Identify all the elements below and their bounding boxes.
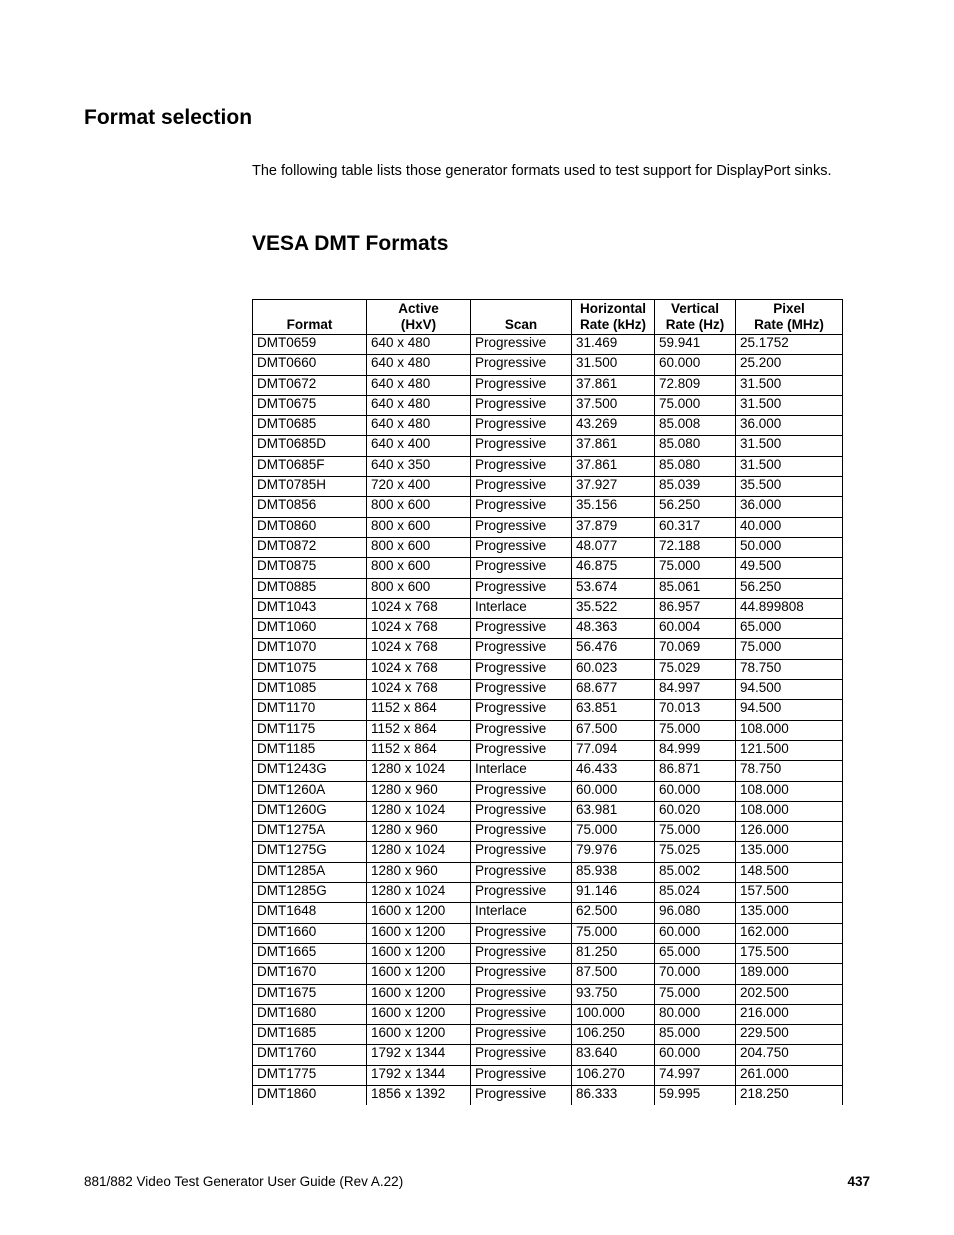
active-cell: 1600 x 1200 (367, 1004, 471, 1024)
table-row (253, 923, 843, 943)
active-cell: 1280 x 1024 (367, 842, 471, 862)
scan-cell: Progressive (471, 456, 572, 476)
pixel-rate-cell: 261.000 (736, 1065, 843, 1085)
vertical-rate-cell: 75.000 (655, 558, 736, 578)
column-header-active: Active (HxV) (367, 300, 471, 335)
table-row (253, 598, 843, 618)
horizontal-rate-cell: 56.476 (572, 639, 655, 659)
vertical-rate-cell: 84.997 (655, 680, 736, 700)
table-row (253, 558, 843, 578)
scan-cell: Progressive (471, 1025, 572, 1045)
vertical-rate-cell: 60.000 (655, 1045, 736, 1065)
horizontal-rate-cell: 53.674 (572, 578, 655, 598)
horizontal-rate-cell: 31.469 (572, 335, 655, 355)
scan-cell: Progressive (471, 1065, 572, 1085)
scan-cell: Progressive (471, 436, 572, 456)
vertical-rate-cell: 86.957 (655, 598, 736, 618)
horizontal-rate-cell: 83.640 (572, 1045, 655, 1065)
active-cell: 1280 x 1024 (367, 801, 471, 821)
table-row (253, 1065, 843, 1085)
format-cell: DMT0872 (253, 537, 367, 557)
vertical-rate-cell: 85.000 (655, 1025, 736, 1045)
table-row (253, 619, 843, 639)
scan-cell: Progressive (471, 416, 572, 436)
horizontal-rate-cell: 31.500 (572, 355, 655, 375)
scan-cell: Progressive (471, 375, 572, 395)
vertical-rate-cell: 56.250 (655, 497, 736, 517)
scan-cell: Progressive (471, 862, 572, 882)
active-cell: 1152 x 864 (367, 720, 471, 740)
vertical-rate-cell: 59.995 (655, 1085, 736, 1105)
format-cell: DMT0659 (253, 335, 367, 355)
horizontal-rate-cell: 67.500 (572, 720, 655, 740)
horizontal-rate-cell: 106.250 (572, 1025, 655, 1045)
active-cell: 1600 x 1200 (367, 964, 471, 984)
pixel-rate-cell: 50.000 (736, 537, 843, 557)
table-title: VESA DMT Formats (252, 232, 449, 255)
format-cell: DMT0885 (253, 578, 367, 598)
pixel-rate-cell: 94.500 (736, 680, 843, 700)
format-cell: DMT1660 (253, 923, 367, 943)
active-cell: 640 x 480 (367, 375, 471, 395)
scan-cell: Progressive (471, 1085, 572, 1105)
pixel-rate-cell: 78.750 (736, 659, 843, 679)
column-header-horizontal-rate: Horizontal Rate (kHz) (572, 300, 655, 335)
pixel-rate-cell: 44.899808 (736, 598, 843, 618)
table-row (253, 659, 843, 679)
vertical-rate-cell: 75.000 (655, 984, 736, 1004)
pixel-rate-cell: 229.500 (736, 1025, 843, 1045)
horizontal-rate-cell: 81.250 (572, 943, 655, 963)
pixel-rate-cell: 108.000 (736, 720, 843, 740)
active-cell: 640 x 480 (367, 395, 471, 415)
active-cell: 1600 x 1200 (367, 923, 471, 943)
table-row (253, 862, 843, 882)
horizontal-rate-cell: 87.500 (572, 964, 655, 984)
pixel-rate-cell: 31.500 (736, 456, 843, 476)
format-cell: DMT0856 (253, 497, 367, 517)
pixel-rate-cell: 108.000 (736, 781, 843, 801)
table-row (253, 1085, 843, 1105)
vertical-rate-cell: 60.000 (655, 355, 736, 375)
horizontal-rate-cell: 37.500 (572, 395, 655, 415)
format-cell: DMT1665 (253, 943, 367, 963)
horizontal-rate-cell: 106.270 (572, 1065, 655, 1085)
pixel-rate-cell: 135.000 (736, 842, 843, 862)
vertical-rate-cell: 74.997 (655, 1065, 736, 1085)
vertical-rate-cell: 72.809 (655, 375, 736, 395)
column-header-vertical-rate: Vertical Rate (Hz) (655, 300, 736, 335)
vertical-rate-cell: 75.000 (655, 720, 736, 740)
vertical-rate-cell: 70.069 (655, 639, 736, 659)
pixel-rate-cell: 31.500 (736, 395, 843, 415)
table-body (253, 335, 843, 1106)
format-cell: DMT1670 (253, 964, 367, 984)
section-heading: Format selection (84, 106, 253, 129)
horizontal-rate-cell: 93.750 (572, 984, 655, 1004)
footer-document-title: 881/882 Video Test Generator User Guide (Rev A.22) (84, 1174, 404, 1189)
pixel-rate-cell: 135.000 (736, 903, 843, 923)
active-cell: 1280 x 960 (367, 781, 471, 801)
scan-cell: Progressive (471, 822, 572, 842)
format-cell: DMT1285A (253, 862, 367, 882)
active-cell: 1024 x 768 (367, 639, 471, 659)
pixel-rate-cell: 35.500 (736, 477, 843, 497)
active-cell: 1280 x 1024 (367, 883, 471, 903)
pixel-rate-cell: 31.500 (736, 436, 843, 456)
pixel-rate-cell: 126.000 (736, 822, 843, 842)
format-cell: DMT1185 (253, 740, 367, 760)
vertical-rate-cell: 60.004 (655, 619, 736, 639)
vertical-rate-cell: 80.000 (655, 1004, 736, 1024)
column-header-scan: Scan (471, 300, 572, 335)
table-row (253, 1025, 843, 1045)
active-cell: 1024 x 768 (367, 598, 471, 618)
scan-cell: Progressive (471, 1004, 572, 1024)
scan-cell: Progressive (471, 395, 572, 415)
vertical-rate-cell: 96.080 (655, 903, 736, 923)
horizontal-rate-cell: 60.000 (572, 781, 655, 801)
vertical-rate-cell: 60.317 (655, 517, 736, 537)
pixel-rate-cell: 157.500 (736, 883, 843, 903)
vesa-dmt-formats-table (252, 299, 843, 1105)
vertical-rate-cell: 85.002 (655, 862, 736, 882)
horizontal-rate-cell: 37.861 (572, 456, 655, 476)
vertical-rate-cell: 85.080 (655, 436, 736, 456)
table-row (253, 680, 843, 700)
active-cell: 640 x 400 (367, 436, 471, 456)
table-row (253, 416, 843, 436)
format-cell: DMT0860 (253, 517, 367, 537)
format-cell: DMT1275G (253, 842, 367, 862)
vertical-rate-cell: 60.000 (655, 781, 736, 801)
scan-cell: Progressive (471, 1045, 572, 1065)
table-row (253, 984, 843, 1004)
table-row (253, 497, 843, 517)
scan-cell: Progressive (471, 943, 572, 963)
vertical-rate-cell: 86.871 (655, 761, 736, 781)
pixel-rate-cell: 31.500 (736, 375, 843, 395)
vertical-rate-cell: 59.941 (655, 335, 736, 355)
active-cell: 800 x 600 (367, 497, 471, 517)
pixel-rate-cell: 189.000 (736, 964, 843, 984)
vertical-rate-cell: 60.000 (655, 923, 736, 943)
format-cell: DMT1075 (253, 659, 367, 679)
scan-cell: Progressive (471, 335, 572, 355)
vertical-rate-cell: 75.000 (655, 395, 736, 415)
active-cell: 640 x 480 (367, 335, 471, 355)
vertical-rate-cell: 70.000 (655, 964, 736, 984)
scan-cell: Progressive (471, 497, 572, 517)
table-row (253, 355, 843, 375)
horizontal-rate-cell: 62.500 (572, 903, 655, 923)
horizontal-rate-cell: 43.269 (572, 416, 655, 436)
pixel-rate-cell: 65.000 (736, 619, 843, 639)
table-row (253, 781, 843, 801)
horizontal-rate-cell: 37.879 (572, 517, 655, 537)
table-row (253, 456, 843, 476)
horizontal-rate-cell: 86.333 (572, 1085, 655, 1105)
scan-cell: Progressive (471, 720, 572, 740)
active-cell: 1600 x 1200 (367, 1025, 471, 1045)
table-row (253, 578, 843, 598)
format-cell: DMT0672 (253, 375, 367, 395)
format-cell: DMT1260G (253, 801, 367, 821)
active-cell: 800 x 600 (367, 517, 471, 537)
table-row (253, 639, 843, 659)
horizontal-rate-cell: 46.433 (572, 761, 655, 781)
active-cell: 1024 x 768 (367, 680, 471, 700)
vertical-rate-cell: 85.008 (655, 416, 736, 436)
format-cell: DMT0660 (253, 355, 367, 375)
scan-cell: Progressive (471, 578, 572, 598)
pixel-rate-cell: 49.500 (736, 558, 843, 578)
active-cell: 1280 x 1024 (367, 761, 471, 781)
format-cell: DMT1070 (253, 639, 367, 659)
pixel-rate-cell: 175.500 (736, 943, 843, 963)
format-cell: DMT1243G (253, 761, 367, 781)
pixel-rate-cell: 94.500 (736, 700, 843, 720)
scan-cell: Progressive (471, 984, 572, 1004)
table-row (253, 477, 843, 497)
horizontal-rate-cell: 75.000 (572, 923, 655, 943)
pixel-rate-cell: 25.200 (736, 355, 843, 375)
pixel-rate-cell: 25.1752 (736, 335, 843, 355)
vertical-rate-cell: 85.061 (655, 578, 736, 598)
format-cell: DMT0875 (253, 558, 367, 578)
scan-cell: Progressive (471, 355, 572, 375)
format-cell: DMT1285G (253, 883, 367, 903)
pixel-rate-cell: 56.250 (736, 578, 843, 598)
format-cell: DMT1680 (253, 1004, 367, 1024)
table-row (253, 375, 843, 395)
horizontal-rate-cell: 35.156 (572, 497, 655, 517)
format-cell: DMT0685F (253, 456, 367, 476)
table-row (253, 700, 843, 720)
scan-cell: Interlace (471, 903, 572, 923)
pixel-rate-cell: 78.750 (736, 761, 843, 781)
horizontal-rate-cell: 37.861 (572, 375, 655, 395)
scan-cell: Progressive (471, 659, 572, 679)
active-cell: 1152 x 864 (367, 700, 471, 720)
pixel-rate-cell: 36.000 (736, 416, 843, 436)
active-cell: 800 x 600 (367, 537, 471, 557)
column-header-format: Format (253, 300, 367, 335)
vertical-rate-cell: 72.188 (655, 537, 736, 557)
format-cell: DMT1060 (253, 619, 367, 639)
horizontal-rate-cell: 35.522 (572, 598, 655, 618)
format-cell: DMT1860 (253, 1085, 367, 1105)
active-cell: 1280 x 960 (367, 822, 471, 842)
vertical-rate-cell: 65.000 (655, 943, 736, 963)
pixel-rate-cell: 216.000 (736, 1004, 843, 1024)
active-cell: 640 x 480 (367, 355, 471, 375)
format-cell: DMT1170 (253, 700, 367, 720)
table-row (253, 943, 843, 963)
format-cell: DMT0685D (253, 436, 367, 456)
format-cell: DMT1175 (253, 720, 367, 740)
table-row (253, 1004, 843, 1024)
table-row (253, 335, 843, 355)
horizontal-rate-cell: 48.077 (572, 537, 655, 557)
format-cell: DMT1648 (253, 903, 367, 923)
scan-cell: Progressive (471, 801, 572, 821)
intro-paragraph: The following table lists those generator formats used to test support for DisplayPort sinks. (252, 163, 832, 179)
format-cell: DMT1775 (253, 1065, 367, 1085)
active-cell: 720 x 400 (367, 477, 471, 497)
table-row (253, 436, 843, 456)
active-cell: 1600 x 1200 (367, 903, 471, 923)
scan-cell: Progressive (471, 537, 572, 557)
scan-cell: Progressive (471, 740, 572, 760)
table-row (253, 822, 843, 842)
scan-cell: Progressive (471, 842, 572, 862)
table-header-row (253, 300, 843, 335)
horizontal-rate-cell: 46.875 (572, 558, 655, 578)
vertical-rate-cell: 70.013 (655, 700, 736, 720)
format-cell: DMT1260A (253, 781, 367, 801)
active-cell: 1600 x 1200 (367, 943, 471, 963)
horizontal-rate-cell: 48.363 (572, 619, 655, 639)
table-row (253, 395, 843, 415)
active-cell: 800 x 600 (367, 578, 471, 598)
pixel-rate-cell: 121.500 (736, 740, 843, 760)
active-cell: 1600 x 1200 (367, 984, 471, 1004)
horizontal-rate-cell: 100.000 (572, 1004, 655, 1024)
table-row (253, 517, 843, 537)
table-row (253, 1045, 843, 1065)
format-cell: DMT0785H (253, 477, 367, 497)
horizontal-rate-cell: 63.981 (572, 801, 655, 821)
format-cell: DMT1685 (253, 1025, 367, 1045)
column-header-pixel-rate: Pixel Rate (MHz) (736, 300, 843, 335)
pixel-rate-cell: 162.000 (736, 923, 843, 943)
active-cell: 1280 x 960 (367, 862, 471, 882)
pixel-rate-cell: 202.500 (736, 984, 843, 1004)
horizontal-rate-cell: 63.851 (572, 700, 655, 720)
vertical-rate-cell: 60.020 (655, 801, 736, 821)
scan-cell: Progressive (471, 619, 572, 639)
table-row (253, 537, 843, 557)
active-cell: 1856 x 1392 (367, 1085, 471, 1105)
pixel-rate-cell: 204.750 (736, 1045, 843, 1065)
scan-cell: Progressive (471, 700, 572, 720)
horizontal-rate-cell: 68.677 (572, 680, 655, 700)
scan-cell: Progressive (471, 781, 572, 801)
pixel-rate-cell: 218.250 (736, 1085, 843, 1105)
horizontal-rate-cell: 85.938 (572, 862, 655, 882)
table-row (253, 964, 843, 984)
page-number: 437 (847, 1174, 870, 1189)
scan-cell: Interlace (471, 761, 572, 781)
active-cell: 640 x 480 (367, 416, 471, 436)
scan-cell: Progressive (471, 639, 572, 659)
pixel-rate-cell: 40.000 (736, 517, 843, 537)
vertical-rate-cell: 85.039 (655, 477, 736, 497)
pixel-rate-cell: 108.000 (736, 801, 843, 821)
format-cell: DMT1043 (253, 598, 367, 618)
active-cell: 1792 x 1344 (367, 1065, 471, 1085)
pixel-rate-cell: 75.000 (736, 639, 843, 659)
active-cell: 640 x 350 (367, 456, 471, 476)
horizontal-rate-cell: 37.861 (572, 436, 655, 456)
active-cell: 1024 x 768 (367, 659, 471, 679)
horizontal-rate-cell: 60.023 (572, 659, 655, 679)
horizontal-rate-cell: 37.927 (572, 477, 655, 497)
pixel-rate-cell: 148.500 (736, 862, 843, 882)
scan-cell: Progressive (471, 680, 572, 700)
vertical-rate-cell: 85.024 (655, 883, 736, 903)
pixel-rate-cell: 36.000 (736, 497, 843, 517)
table-row (253, 801, 843, 821)
table-row (253, 903, 843, 923)
vertical-rate-cell: 75.000 (655, 822, 736, 842)
scan-cell: Progressive (471, 558, 572, 578)
scan-cell: Progressive (471, 477, 572, 497)
horizontal-rate-cell: 77.094 (572, 740, 655, 760)
format-cell: DMT0685 (253, 416, 367, 436)
format-cell: DMT1675 (253, 984, 367, 1004)
table-row (253, 761, 843, 781)
format-cell: DMT1275A (253, 822, 367, 842)
horizontal-rate-cell: 79.976 (572, 842, 655, 862)
vertical-rate-cell: 84.999 (655, 740, 736, 760)
scan-cell: Progressive (471, 964, 572, 984)
table-row (253, 740, 843, 760)
scan-cell: Progressive (471, 883, 572, 903)
format-cell: DMT0675 (253, 395, 367, 415)
format-cell: DMT1085 (253, 680, 367, 700)
format-cell: DMT1760 (253, 1045, 367, 1065)
active-cell: 800 x 600 (367, 558, 471, 578)
scan-cell: Progressive (471, 517, 572, 537)
scan-cell: Interlace (471, 598, 572, 618)
table-row (253, 883, 843, 903)
horizontal-rate-cell: 75.000 (572, 822, 655, 842)
table-row (253, 842, 843, 862)
vertical-rate-cell: 75.025 (655, 842, 736, 862)
horizontal-rate-cell: 91.146 (572, 883, 655, 903)
active-cell: 1152 x 864 (367, 740, 471, 760)
table-row (253, 720, 843, 740)
active-cell: 1792 x 1344 (367, 1045, 471, 1065)
vertical-rate-cell: 75.029 (655, 659, 736, 679)
scan-cell: Progressive (471, 923, 572, 943)
active-cell: 1024 x 768 (367, 619, 471, 639)
vertical-rate-cell: 85.080 (655, 456, 736, 476)
